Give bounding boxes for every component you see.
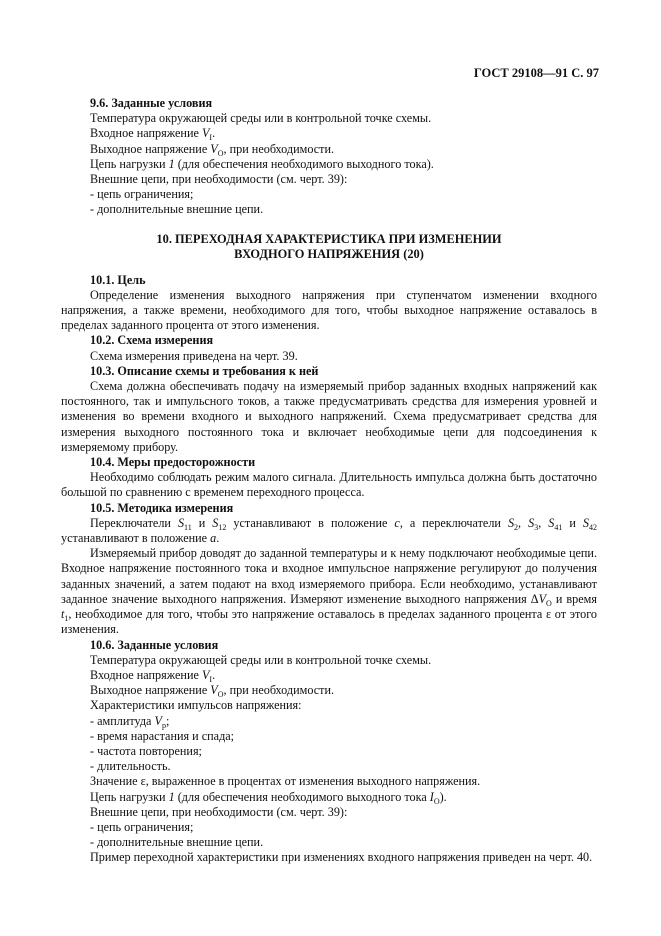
paragraph: Переключатели $S_{11}$ и $S_{12}$ устанавливают в положение c, а переключатели $S_2$, $S_3$, $S_{41}$ и $S_{42}$ устанавливают в положение a. — [61, 515, 597, 546]
paragraph: Измеряемый прибор доводят до заданной температуры и к нему подключают необходимые цепи. Входное напряжение постоянного тока и входное импульсное напряжение регулируют до получения заданных значений, а затем подают на вход измеряемого прибора. Если необходимо, устанавливают заданное значение выходного напряжения. Измеряют изменение выходного напряжения $\Delta V_O$ и время $t_1$, необходимое для того, чтобы это напряжение оставалось в пределах заданного процента ε от этого изменения. — [61, 546, 597, 637]
text-line: Внешние цепи, при необходимости (см. черт. 39): — [90, 804, 348, 819]
list-item: - цепь ограничения; — [90, 187, 194, 202]
text-line: Температура окружающей среды или в контрольной точке схемы. — [90, 652, 432, 667]
list-item: - время нарастания и спада; — [90, 728, 235, 743]
text-line: Входное напряжение $V_I$. — [90, 126, 216, 143]
section-10-4-heading: 10.4. Меры предосторожности — [90, 455, 256, 470]
text-line: Цепь нагрузки 1 (для обеспечения необходимого выходного тока $I_O$). — [90, 789, 447, 806]
text-line: Характеристики импульсов напряжения: — [90, 698, 302, 713]
list-item: - дополнительные внешние цепи. — [90, 835, 264, 850]
text-line: Цепь нагрузки 1 (для обеспечения необходимого выходного тока). — [90, 156, 434, 171]
list-item: - амплитуда $V_p$; — [90, 713, 170, 730]
section-9-6-heading: 9.6. Заданные условия — [90, 96, 213, 110]
paragraph: Схема должна обеспечивать подачу на измеряемый прибор заданных входных напряжений как постоянного, так и импульсного токов, а также предусматривать средства для измерения уровней и изменения во времени входного и выходного напряжений. Схема предусматривает средства для измерения выходного постоянного тока и включает необходимые цепи для подсоединения к измеряемому прибору. — [61, 379, 597, 454]
section-10-5-heading: 10.5. Методика измерения — [90, 500, 234, 515]
list-item: - частота повторения; — [90, 743, 202, 758]
page-header: ГОСТ 29108—91 С. 97 — [473, 66, 599, 80]
list-item: - дополнительные внешние цепи. — [90, 202, 264, 217]
paragraph: Пример переходной характеристики при изменениях входного напряжения приведен на черт. 40. — [90, 850, 593, 865]
section-10-title: 10. ПЕРЕХОДНАЯ ХАРАКТЕРИСТИКА ПРИ ИЗМЕНЕНИИ ВХОДНОГО НАПРЯЖЕНИЯ (20) — [156, 231, 502, 262]
section-10-6-heading: 10.6. Заданные условия — [90, 637, 219, 652]
paragraph: Необходимо соблюдать режим малого сигнала. Длительность импульса должна быть достаточно большой по сравнению с временем переходного процесса. — [61, 470, 597, 500]
list-item: - длительность. — [90, 759, 171, 774]
section-10-1-heading: 10.1. Цель — [90, 272, 146, 287]
paragraph: Определение изменения выходного напряжения при ступенчатом изменении входного напряжения, а также времени, необходимого для того, чтобы выходное напряжение оставалось в пределах заданного процента от этого изменения. — [61, 287, 597, 333]
paragraph: Схема измерения приведена на черт. 39. — [90, 348, 298, 363]
text-line: Выходное напряжение $V_O$, при необходимости. — [90, 683, 335, 700]
page-content — [61, 96, 597, 866]
text-line: Выходное напряжение $V_O$, при необходимости. — [90, 141, 335, 158]
text-line: Значение ε, выраженное в процентах от изменения выходного напряжения. — [90, 774, 481, 789]
text-line: Внешние цепи, при необходимости (см. черт. 39): — [90, 172, 348, 187]
text-line: Входное напряжение $V_I$. — [90, 667, 216, 684]
section-10-2-heading: 10.2. Схема измерения — [90, 333, 214, 348]
section-10-3-heading: 10.3. Описание схемы и требования к ней — [90, 363, 319, 378]
text-line: Температура окружающей среды или в контрольной точке схемы. — [90, 111, 432, 126]
list-item: - цепь ограничения; — [90, 819, 194, 834]
